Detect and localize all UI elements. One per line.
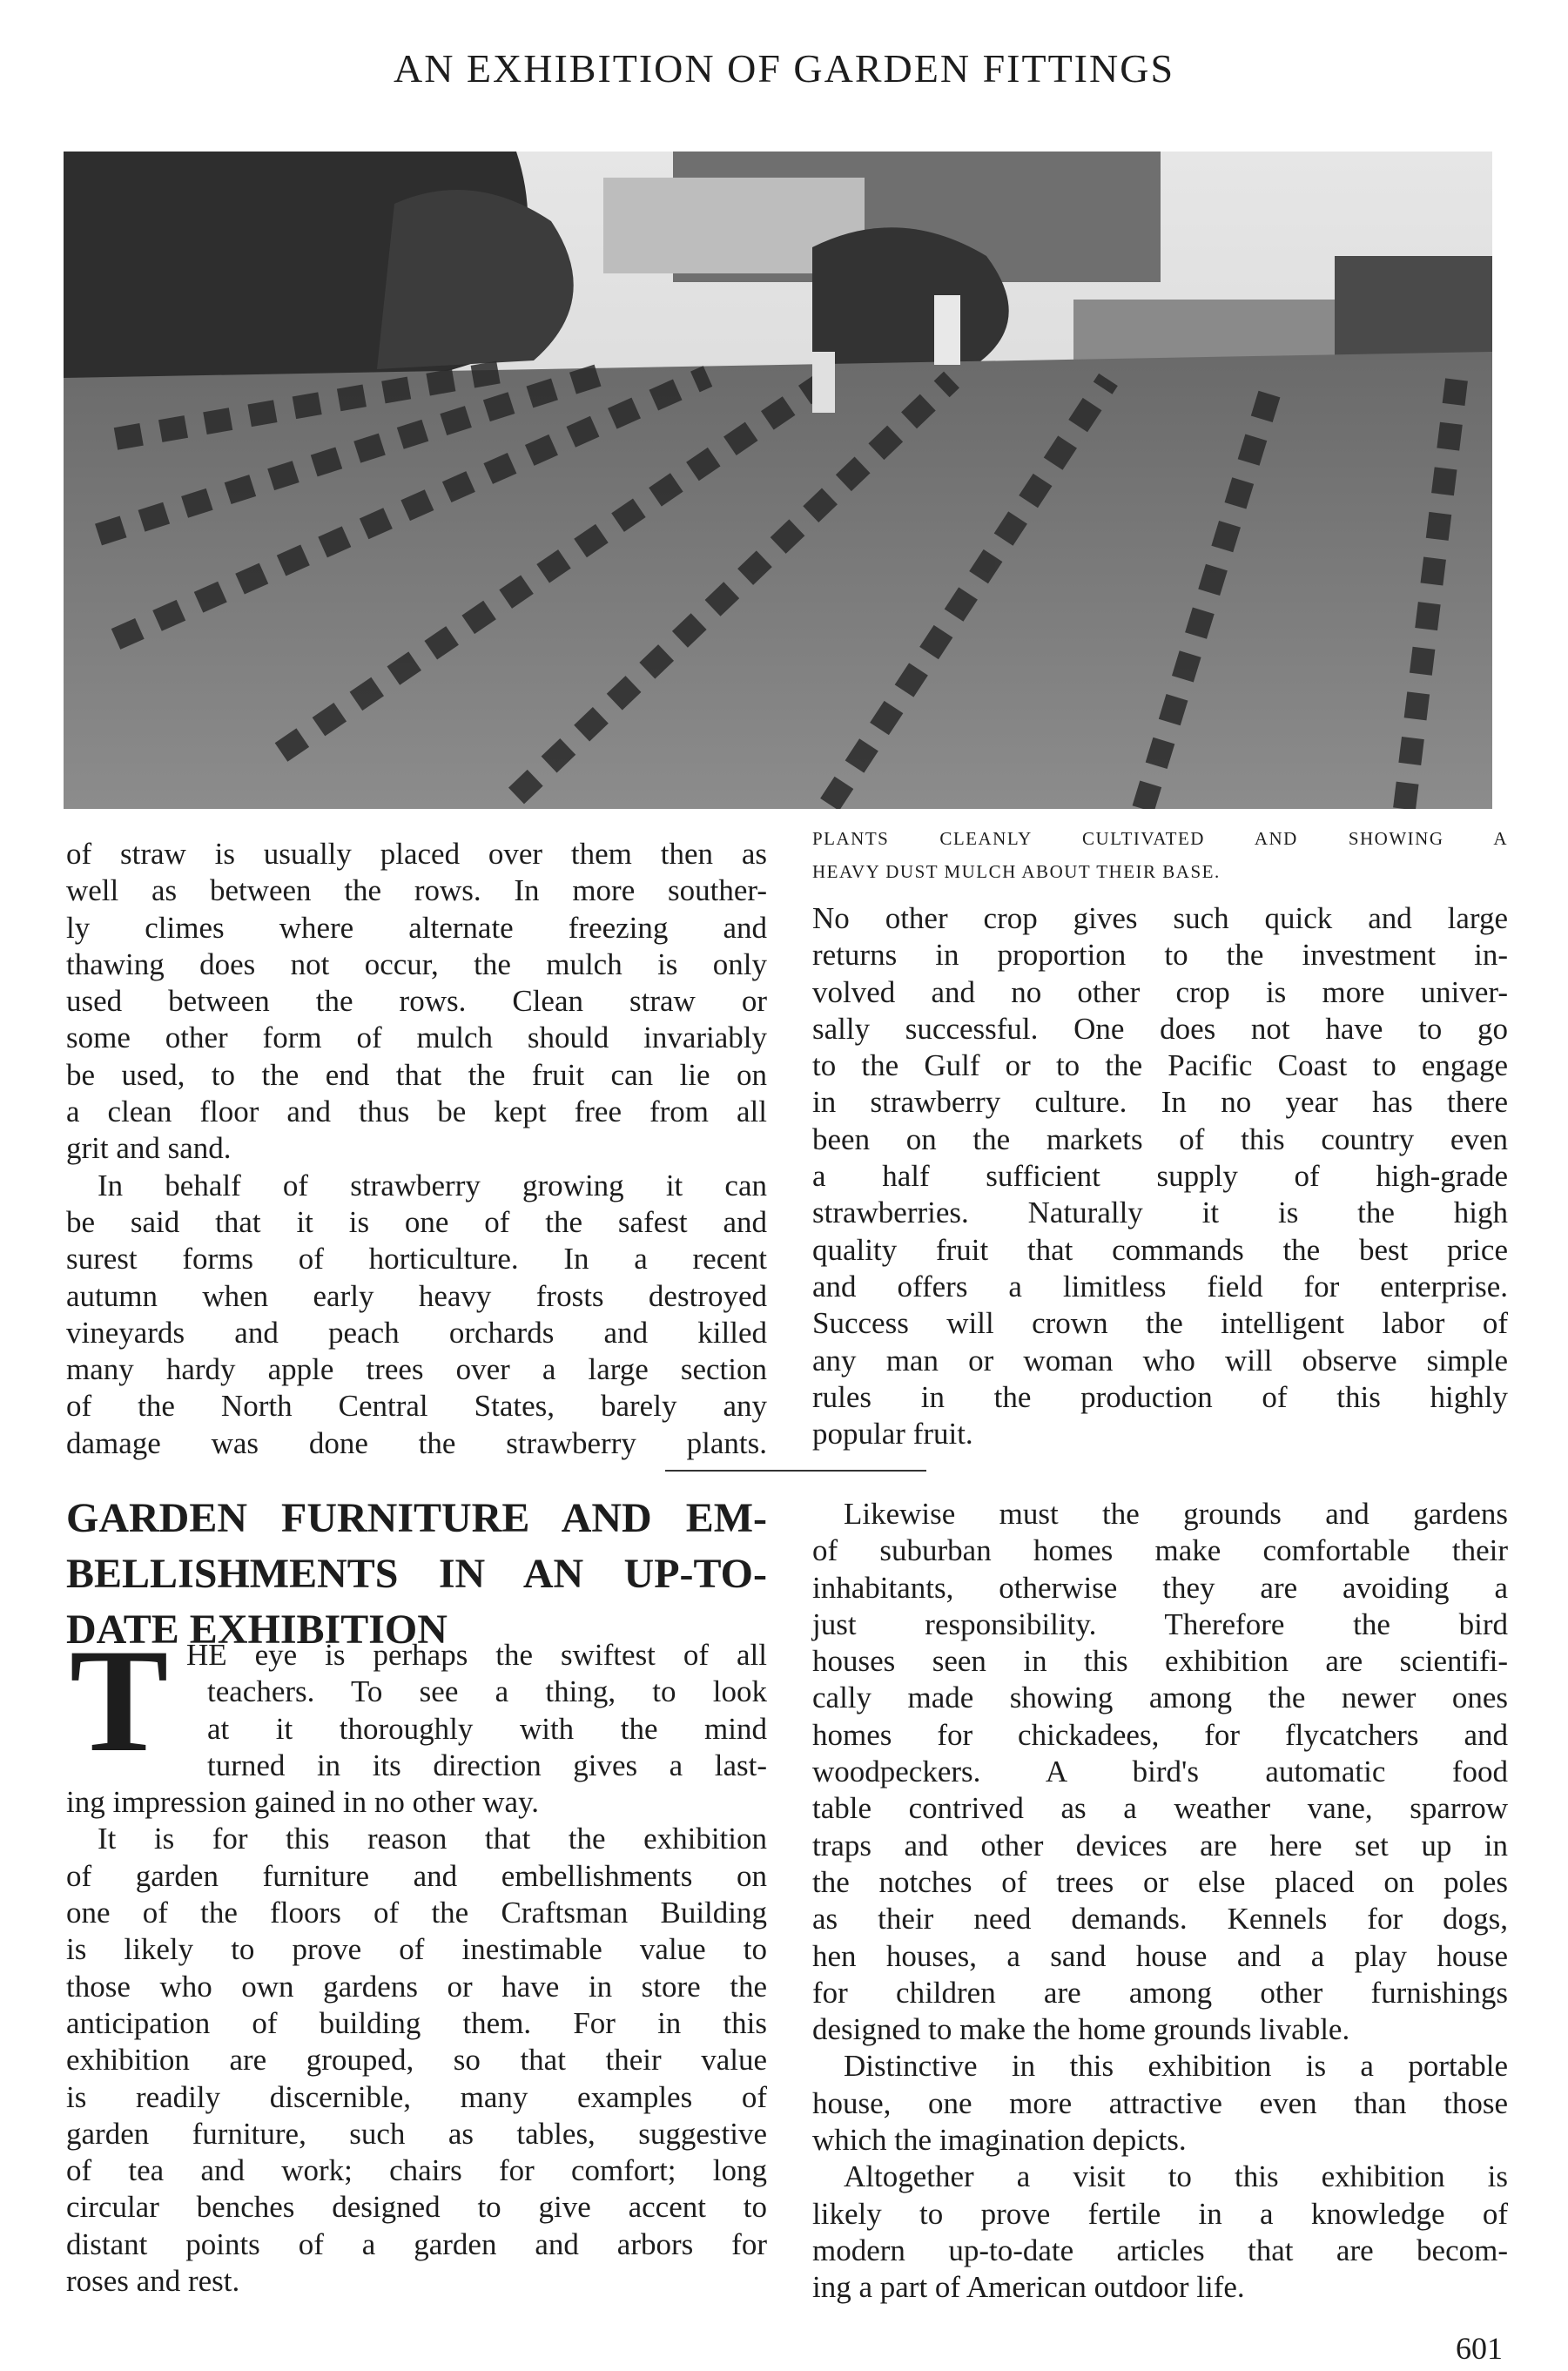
text-line: ing a part of American outdoor life.: [812, 2270, 1245, 2305]
text-line: been on the markets of this country even: [812, 1122, 1508, 1156]
text-line: hen houses, a sand house and a play house: [812, 1938, 1508, 1973]
right-column-article-text: [812, 1496, 1508, 2307]
text-line: autumn when early heavy frosts destroyed: [66, 1278, 767, 1313]
drop-cap: T: [70, 1619, 169, 1782]
text-line: woodpeckers. A bird's automatic food: [812, 1755, 1508, 1789]
text-line: is likely to prove of inestimable value to: [66, 1932, 767, 1967]
text-line: used between the rows. Clean straw or: [66, 984, 767, 1019]
text-line: traps and other devices are here set up in: [812, 1828, 1508, 1862]
text-line: exhibition are grouped, so that their value: [66, 2043, 767, 2078]
text-line: one of the floors of the Craftsman Building: [66, 1896, 767, 1930]
text-line: returns in proportion to the investment in-: [812, 938, 1508, 973]
text-line: sally successful. One does not have to go: [812, 1011, 1508, 1046]
right-column-top-text: [812, 900, 1508, 1452]
text-line: some other form of mulch should invariably: [66, 1020, 767, 1055]
text-line: turned in its direction gives a last-: [207, 1748, 767, 1782]
text-line: at it thoroughly with the mind: [207, 1711, 767, 1746]
heading-line: DATE EXHIBITION: [66, 1606, 448, 1653]
text-line: table contrived as a weather vane, sparrow: [812, 1791, 1508, 1826]
text-line: of the North Central States, barely any: [66, 1389, 767, 1424]
text-line: of tea and work; chairs for comfort; long: [66, 2153, 767, 2188]
text-line: many hardy apple trees over a large section: [66, 1352, 767, 1387]
text-line: Success will crown the intelligent labor of: [812, 1306, 1508, 1341]
text-line: those who own gardens or have in store the: [66, 1969, 767, 2004]
garden-photo: [64, 152, 1492, 809]
text-line: a half sufficient supply of high-grade: [812, 1159, 1508, 1194]
text-line: of garden furniture and embellishments on: [66, 1858, 767, 1893]
left-column-top-text: [66, 836, 767, 1462]
text-line: Distinctive in this exhibition is a portable: [844, 2049, 1508, 2084]
page-number: 601: [1456, 2331, 1503, 2366]
text-line: No other crop gives such quick and large: [812, 901, 1508, 935]
text-line: In behalf of strawberry growing it can: [98, 1168, 767, 1202]
text-line: to the Gulf or to the Pacific Coast to engage: [812, 1048, 1508, 1083]
text-line: anticipation of building them. For in this: [66, 2005, 767, 2040]
text-line: thawing does not occur, the mulch is only: [66, 946, 767, 981]
text-line: houses seen in this exhibition are scientifi-: [812, 1644, 1508, 1679]
text-line: cally made showing among the newer ones: [812, 1681, 1508, 1715]
text-line: be used, to the end that the fruit can lie on: [66, 1057, 767, 1092]
text-line: just responsibility. Therefore the bird: [812, 1606, 1508, 1641]
text-line: circular benches designed to give accent to: [66, 2190, 767, 2225]
text-line: which the imagination depicts.: [812, 2123, 1187, 2158]
text-line: inhabitants, otherwise they are avoiding a: [812, 1570, 1508, 1605]
text-line: modern up-to-date articles that are becom-: [812, 2233, 1508, 2267]
text-line: surest forms of horticulture. In a recent: [66, 1242, 767, 1276]
text-line: and offers a limitless field for enterprise.: [812, 1269, 1508, 1303]
text-line: any man or woman who will observe simple: [812, 1343, 1508, 1377]
photo-caption: [812, 822, 1508, 888]
text-line: Altogether a visit to this exhibition is: [844, 2159, 1508, 2194]
text-line: the notches of trees or else placed on poles: [812, 1864, 1508, 1899]
text-line: It is for this reason that the exhibition: [98, 1822, 767, 1856]
text-line: house, one more attractive even than those: [812, 2085, 1508, 2120]
text-line: be said that it is one of the safest and: [66, 1204, 767, 1239]
text-line: as their need demands. Kennels for dogs,: [812, 1902, 1508, 1937]
text-line: well as between the rows. In more souther-: [66, 873, 767, 908]
section-divider: [665, 1470, 926, 1472]
page-running-title: AN EXHIBITION OF GARDEN FITTINGS: [393, 46, 1175, 91]
text-line: homes for chickadees, for flycatchers and: [812, 1717, 1508, 1752]
text-line: a clean floor and thus be kept free from all: [66, 1095, 767, 1129]
caption-line: PLANTS CLEANLY CULTIVATED AND SHOWING A: [812, 828, 1508, 849]
text-line: of suburban homes make comfortable their: [812, 1533, 1508, 1568]
text-line: in strawberry culture. In no year has there: [812, 1085, 1508, 1120]
text-line: for children are among other furnishings: [812, 1975, 1508, 2010]
text-line: grit and sand.: [66, 1131, 232, 1166]
text-line: HE eye is perhaps the swiftest of all: [186, 1638, 767, 1672]
text-line: damage was done the strawberry plants.: [66, 1425, 767, 1460]
text-line: rules in the production of this highly: [812, 1379, 1508, 1414]
text-line: of straw is usually placed over them then as: [66, 837, 767, 871]
text-line: teachers. To see a thing, to look: [207, 1674, 767, 1709]
text-line: Likewise must the grounds and gardens: [844, 1497, 1508, 1531]
text-line: is readily discernible, many examples of: [66, 2079, 767, 2114]
text-line: likely to prove fertile in a knowledge of: [812, 2196, 1508, 2231]
article-heading: [66, 1491, 767, 1658]
heading-line: GARDEN FURNITURE AND EM-: [66, 1495, 767, 1541]
heading-line: BELLISHMENTS IN AN UP-TO-: [66, 1551, 767, 1597]
text-line: volved and no other crop is more univer-: [812, 974, 1508, 1009]
text-line: ly climes where alternate freezing and: [66, 910, 767, 945]
text-line: ing impression gained in no other way.: [66, 1785, 540, 1820]
text-line: quality fruit that commands the best price: [812, 1232, 1508, 1267]
text-line: designed to make the home grounds livable.: [812, 2012, 1350, 2047]
text-line: roses and rest.: [66, 2264, 240, 2299]
text-line: distant points of a garden and arbors for: [66, 2226, 767, 2261]
text-line: strawberries. Naturally it is the high: [812, 1196, 1508, 1230]
text-line: vineyards and peach orchards and killed: [66, 1315, 767, 1350]
caption-line: HEAVY DUST MULCH ABOUT THEIR BASE.: [812, 861, 1221, 882]
text-line: garden furniture, such as tables, suggestive: [66, 2116, 767, 2151]
text-line: popular fruit.: [812, 1417, 973, 1452]
